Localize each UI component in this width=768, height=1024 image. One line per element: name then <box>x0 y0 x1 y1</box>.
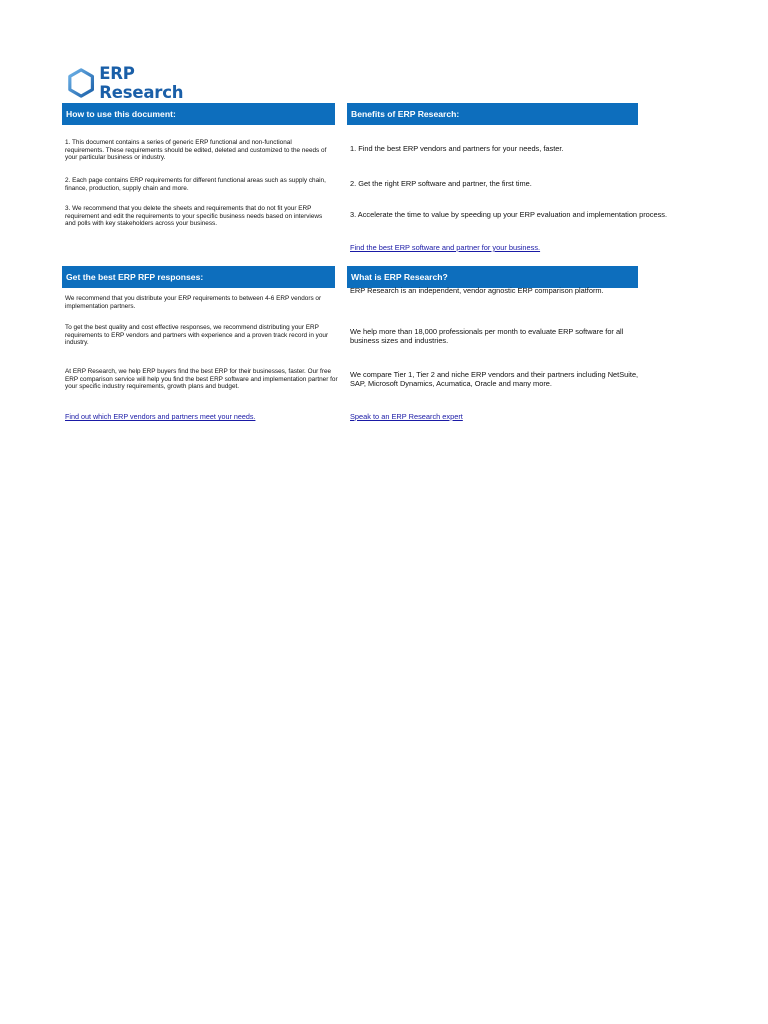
how-to-use-item: 2. Each page contains ERP requirements for different functional areas such as supply chain, finance, production, supply chain and more. <box>65 177 326 192</box>
find-best-erp-link[interactable]: Find the best ERP software and partner for your business. <box>350 243 541 252</box>
rfp-item: We recommend that you distribute your ERP requirements to between 4-6 ERP vendors or implementation partners. <box>65 295 322 310</box>
what-is-item: We help more than 18,000 professionals per month to evaluate ERP software for all business sizes and industries. <box>350 327 624 345</box>
find-vendors-link[interactable]: Find out which ERP vendors and partners meet your needs. <box>65 412 256 421</box>
what-is-item: We compare Tier 1, Tier 2 and niche ERP vendors and their partners including NetSuite, SAP, Microsoft Dynamics, Acumatica, Oracle and many more. <box>350 370 639 388</box>
benefit-item: 1. Find the best ERP vendors and partners for your needs, faster. <box>350 144 564 153</box>
rfp-header: Get the best ERP RFP responses: <box>62 266 335 288</box>
brand-name: ERP Research <box>99 64 184 102</box>
speak-to-expert-link[interactable]: Speak to an ERP Research expert <box>350 412 463 421</box>
rfp-item: To get the best quality and cost effective responses, we recommend distributing your ERP requirements to ERP vendors and partners with experience and a proven track record in your industry. <box>65 324 329 347</box>
benefit-item: 3. Accelerate the time to value by speeding up your ERP evaluation and implementation process. <box>350 210 668 219</box>
erp-research-logo <box>67 64 217 102</box>
hexagon-logo-icon <box>67 67 95 99</box>
how-to-use-header: How to use this document: <box>62 103 335 125</box>
how-to-use-item: 3. We recommend that you delete the sheets and requirements that do not fit your ERP requirement and edit the requirements to your specific business needs based on interviews and polls with key stakeholders across your business. <box>65 205 323 228</box>
benefit-item: 2. Get the right ERP software and partner, the first time. <box>350 179 532 188</box>
what-is-item: ERP Research is an independent, vendor agnostic ERP comparison platform. <box>350 286 604 295</box>
rfp-item: At ERP Research, we help ERP buyers find the best ERP for their businesses, faster. Our free ERP comparison service will help you find the best ERP software and implementation partner for your specific industry requirements, growth plans and budget. <box>65 368 338 391</box>
how-to-use-item: 1. This document contains a series of generic ERP functional and non-functional requirements. These requirements should be edited, deleted and customized to the needs of your particular business or industry. <box>65 139 327 162</box>
what-is-header: What is ERP Research? <box>347 266 638 288</box>
benefits-header: Benefits of ERP Research: <box>347 103 638 125</box>
